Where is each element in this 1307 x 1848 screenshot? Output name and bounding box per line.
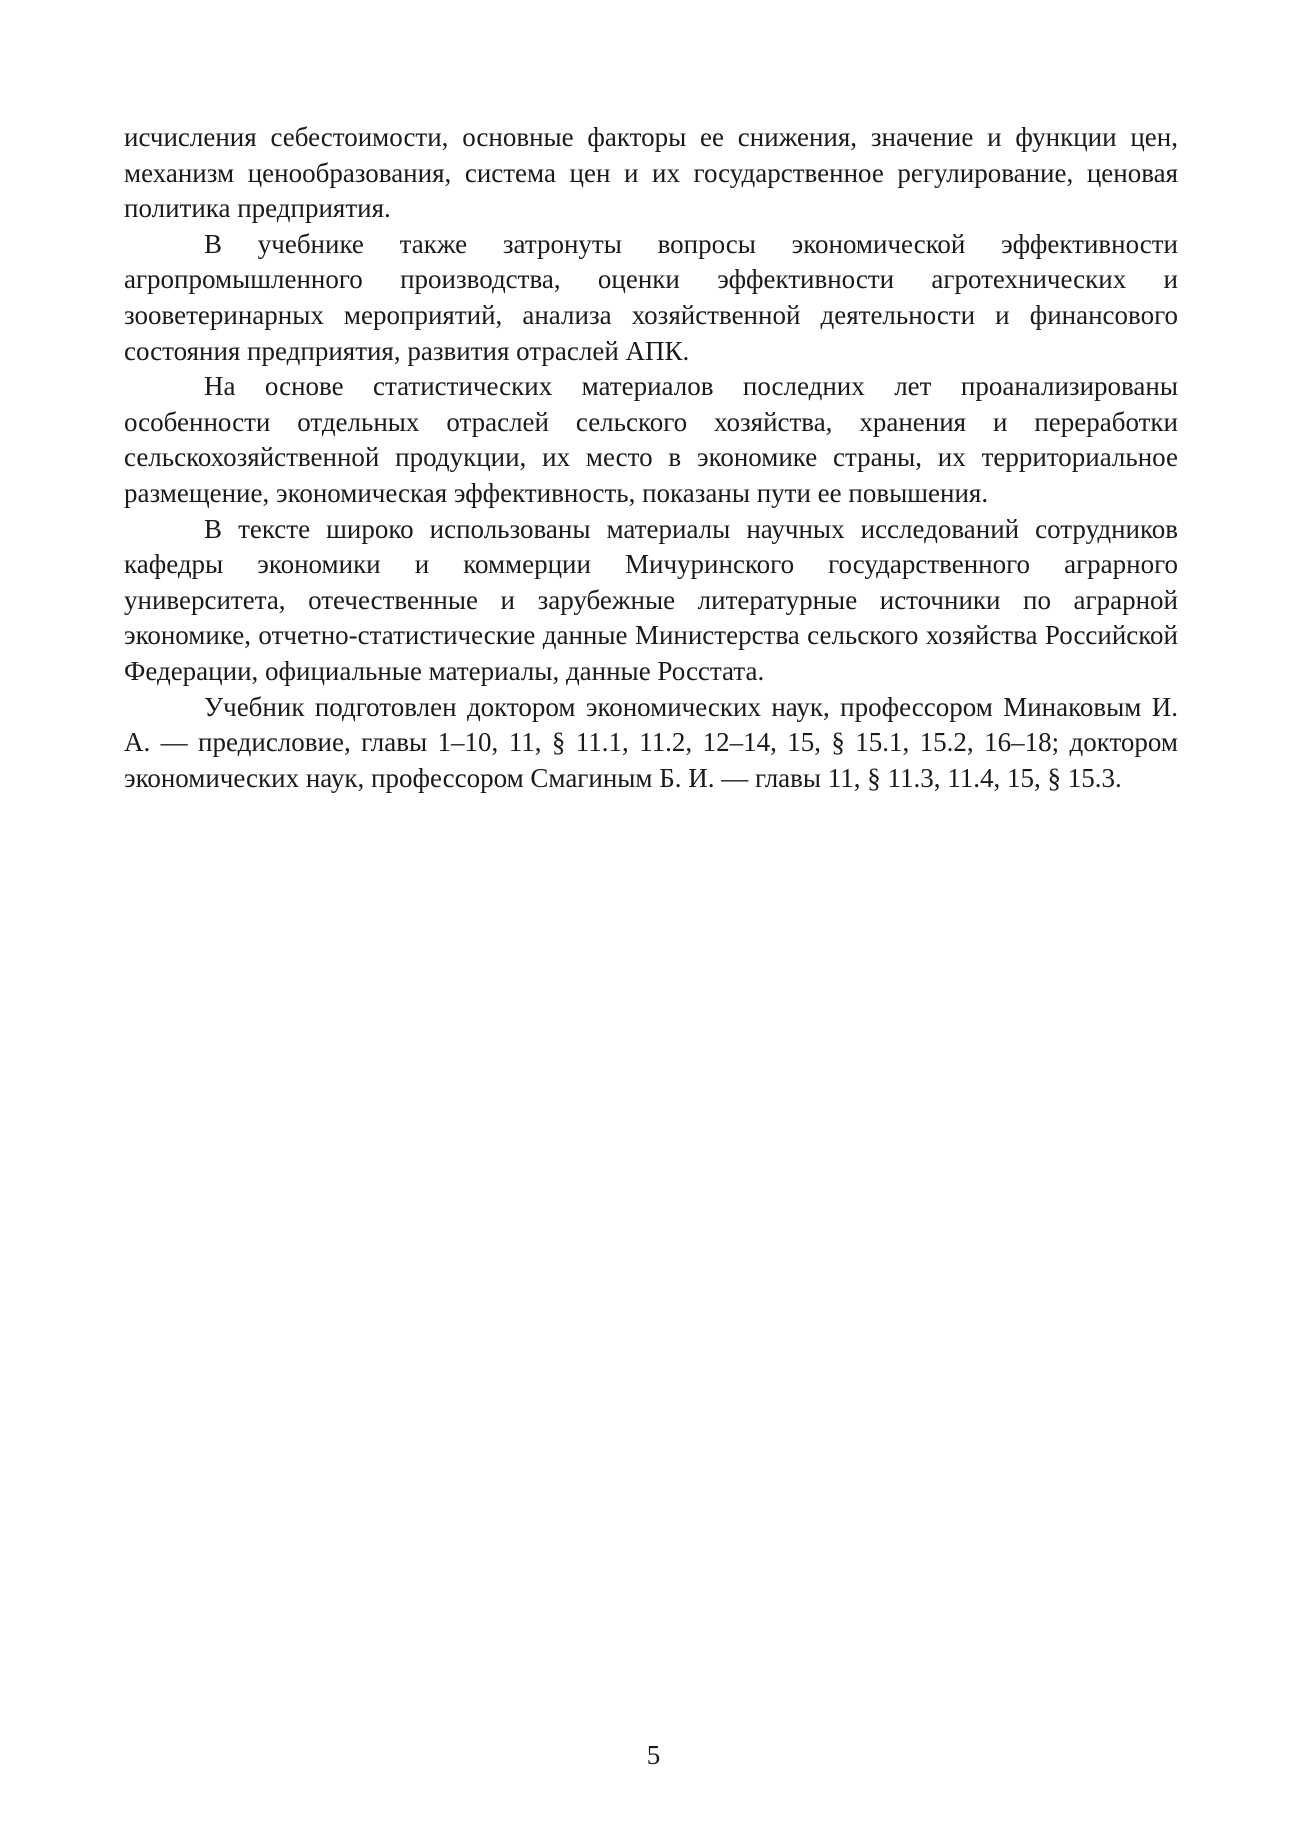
page-number: 5 [646,1740,661,1770]
paragraph-authors: Учебник подготовлен доктором экономических наук, профессором Минаковым И. А. — предисловие, главы 1–10, 11, § 11.1, 11.2, 12–14, 15, § 15.1, 15.2, 16–18; доктором экономических наук, профессором Смагиным Б. И. — главы 11, § 11.3, 11.4, 15, § 15.3. [124,691,1178,793]
paragraph-efficiency-topics: В учебнике также затронуты вопросы экономической эффективности агропромышленного производства, оценки эффективности агротехнических и зооветеринарных мероприятий, анализа хозяйственной деятельности и финансового состояния предприятия, развития отраслей АПК. [124,228,1178,366]
paragraph-sources: В тексте широко использованы материалы научных исследований сотрудников кафедры экономики и коммерции Мичуринского государственного аграрного университета, отечественные и зарубежные литературные источники по аграрной экономике, отчетно-статистические данные Министерства сельского хозяйства Российской Федерации, официальные материалы, данные Росстата. [124,513,1178,686]
paragraph-statistical-analysis: На основе статистических материалов последних лет проанализированы особенности отдельных отраслей сельского хозяйства, хранения и переработки сельскохозяйственной продукции, их место в экономике страны, их территориальное размещение, экономическая эффективность, показаны пути ее повышения. [124,371,1178,508]
body-text [124,120,1178,796]
paragraph-continuation: исчисления себестоимости, основные факторы ее снижения, значение и функции цен, механизм ценообразования, система цен и их государственное регулирование, ценовая политика предприятия. [124,122,1178,224]
